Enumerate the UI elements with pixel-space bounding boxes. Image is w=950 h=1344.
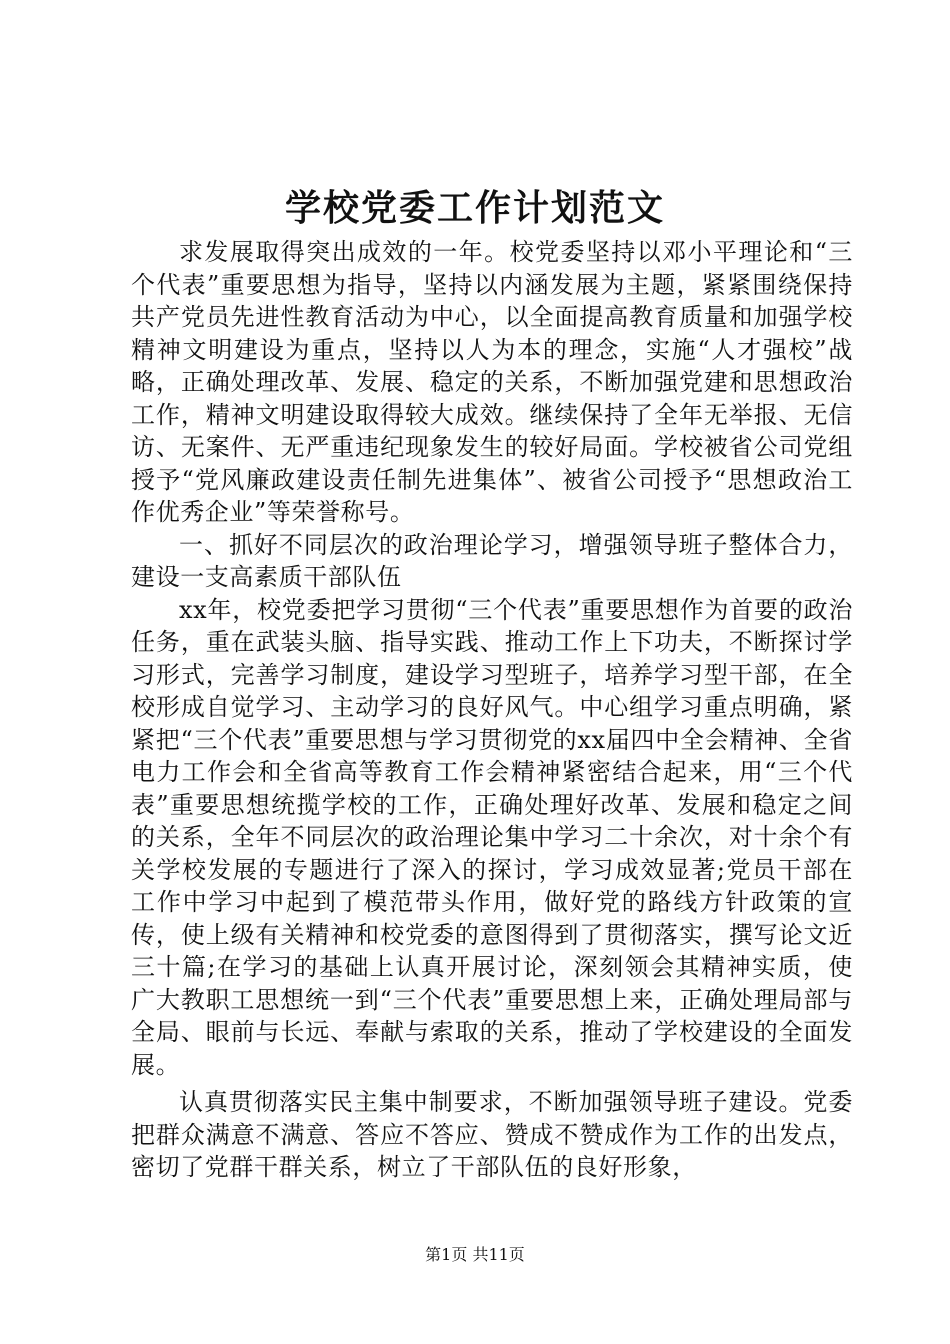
page-title: 学校党委工作计划范文 <box>284 187 665 229</box>
paragraph-study: xx年，校党委把学习贯彻“三个代表”重要思想作为首要的政治任务，重在武装头脑、指导实践、推动工作上下功夫，不断探讨学习形式，完善学习制度，建设学习型班子，培养学习型干部，在全校形成自觉学习、主动学习的良好风气。中心组学习重点明确，紧紧把“三个代表”重要思想与学习贯彻党的xx届四中全会精神、全省电力工作会和全省高等教育工作会精神紧密结合起来，用“三个代表”重要思想统揽学校的工作，正确处理好改革、发展和稳定之间的关系，全年不同层次的政治理论集中学习二十余次，对十余个有关学校发展的专题进行了深入的探讨，学习成效显著;党员干部在工作中学习中起到了模范带头作用，做好党的路线方针政策的宣传，使上级有关精神和校党委的意图得到了贯彻落实，撰写论文近三十篇;在学习的基础上认真开展讨论，深刻领会其精神实质，使广大教职工思想统一到“三个代表”重要思想上来，正确处理局部与全局、眼前与长远、奉献与索取的关系，推动了学校建设的全面发展。 <box>131 595 853 1079</box>
paragraph-intro: 求发展取得突出成效的一年。校党委坚持以邓小平理论和“三个代表”重要思想为指导，坚持以内涵发展为主题，紧紧围绕保持共产党员先进性教育活动为中心，以全面提高教育质量和加强学校精神文明建设为重点，坚持以人为本的理念，实施“人才强校”战略，正确处理改革、发展、稳定的关系，不断加强党建和思想政治工作，精神文明建设取得较大成效。继续保持了全年无举报、无信访、无案件、无严重违纪现象发生的较好局面。学校被省公司党组授予“党风廉政建设责任制先进集体”、被省公司授予“思想政治工作优秀企业”等荣誉称号。 <box>131 238 853 526</box>
page-number: 第1页 共11页 <box>425 1245 525 1264</box>
paragraph-democracy: 认真贯彻落实民主集中制要求，不断加强领导班子建设。党委把群众满意不满意、答应不答应、赞成不赞成作为工作的出发点，密切了党群干群关系，树立了干部队伍的良好形象， <box>131 1088 853 1181</box>
section-heading: 一、抓好不同层次的政治理论学习，增强领导班子整体合力，建设一支高素质干部队伍 <box>131 530 853 591</box>
body-text-block-continued <box>131 1086 853 1184</box>
body-text-block <box>131 236 853 1081</box>
